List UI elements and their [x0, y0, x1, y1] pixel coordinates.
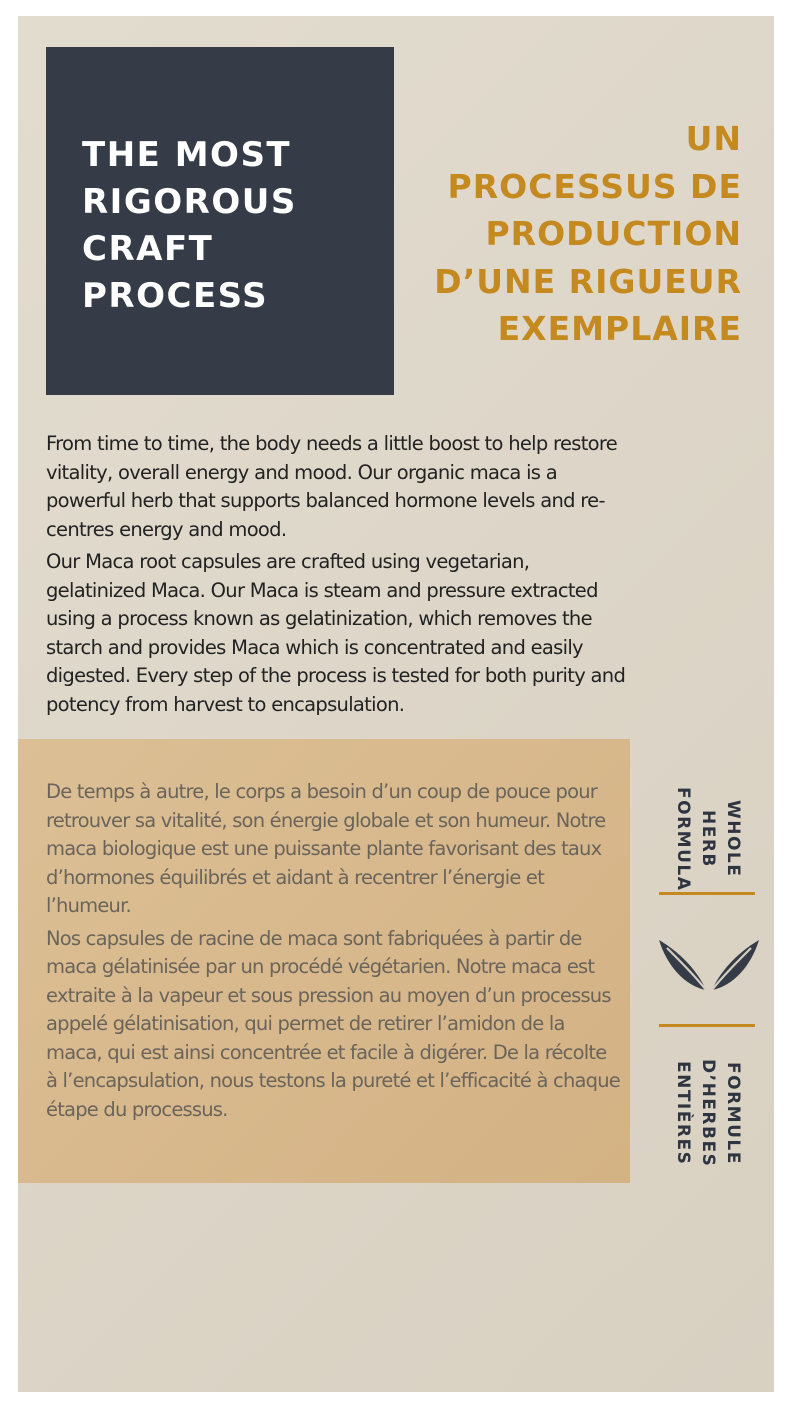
- badge-line: D’HERBES: [698, 1058, 718, 1168]
- french-description: [46, 778, 621, 1128]
- english-title-line: THE MOST: [82, 135, 292, 175]
- english-title-line: PROCESS: [82, 276, 269, 316]
- badge-line: FORMULA: [673, 787, 693, 892]
- english-title-line: CRAFT: [82, 229, 214, 269]
- badge-line: HERB: [698, 810, 718, 868]
- badge-line: ENTIÈRES: [673, 1060, 693, 1166]
- french-title: [382, 115, 742, 353]
- english-title: [82, 132, 352, 320]
- french-paragraph: Nos capsules de racine de maca sont fabriquées à partir de maca gélatinisée par un procédé végétarien. Notre maca est extraite à la vapeur et sous pression au moyen d’un processus appelé gélatinisation, qui permet de retirer l’amidon de la maca, qui est ainsi concentrée et facile à digérer. De la récolte à l’encapsulation, nous testons la pureté et l’efficacité à chaque étape du processus.: [46, 926, 621, 1121]
- leaf-icon: [659, 928, 759, 992]
- badge-line: WHOLE: [723, 800, 743, 878]
- french-title-line: EXEMPLAIRE: [497, 309, 742, 348]
- french-title-line: PRODUCTION: [485, 214, 742, 253]
- badge-divider-bottom: [659, 1024, 755, 1027]
- english-paragraph: Our Maca root capsules are crafted using vegetarian, gelatinized Maca. Our Maca is steam and pressure extracted using a process known as gelatinization, which removes the starch and provides Maca which is concentrated and easily digested. Every step of the process is tested for both purity and potency from harvest to encapsulation.: [46, 550, 626, 716]
- english-paragraph: From time to time, the body needs a little boost to help restore vitality, overall energy and mood. Our organic maca is a powerful herb that supports balanced hormone levels and re-centres energy and mood.: [46, 432, 618, 541]
- packaging-panel: [18, 16, 774, 1392]
- whole-herb-formula-label: [670, 787, 745, 891]
- french-paragraph: De temps à autre, le corps a besoin d’un coup de pouce pour retrouver sa vitalité, son énergie globale et son humeur. Notre maca biologique est une puissante plante favorisant des taux d’hormones équilibrés et aidant à recentrer l’énergie et l’humeur.: [46, 780, 606, 917]
- english-description: [46, 430, 626, 723]
- formule-dherbes-entieres-label: [670, 1044, 745, 1182]
- french-title-line: PROCESSUS DE: [447, 166, 742, 206]
- english-title-line: RIGOROUS: [82, 182, 297, 222]
- french-title-line: D’UNE RIGUEUR: [434, 261, 742, 301]
- badge-line: FORMULE: [723, 1061, 743, 1165]
- badge-divider-top: [659, 892, 755, 895]
- french-title-line: UN: [685, 119, 742, 158]
